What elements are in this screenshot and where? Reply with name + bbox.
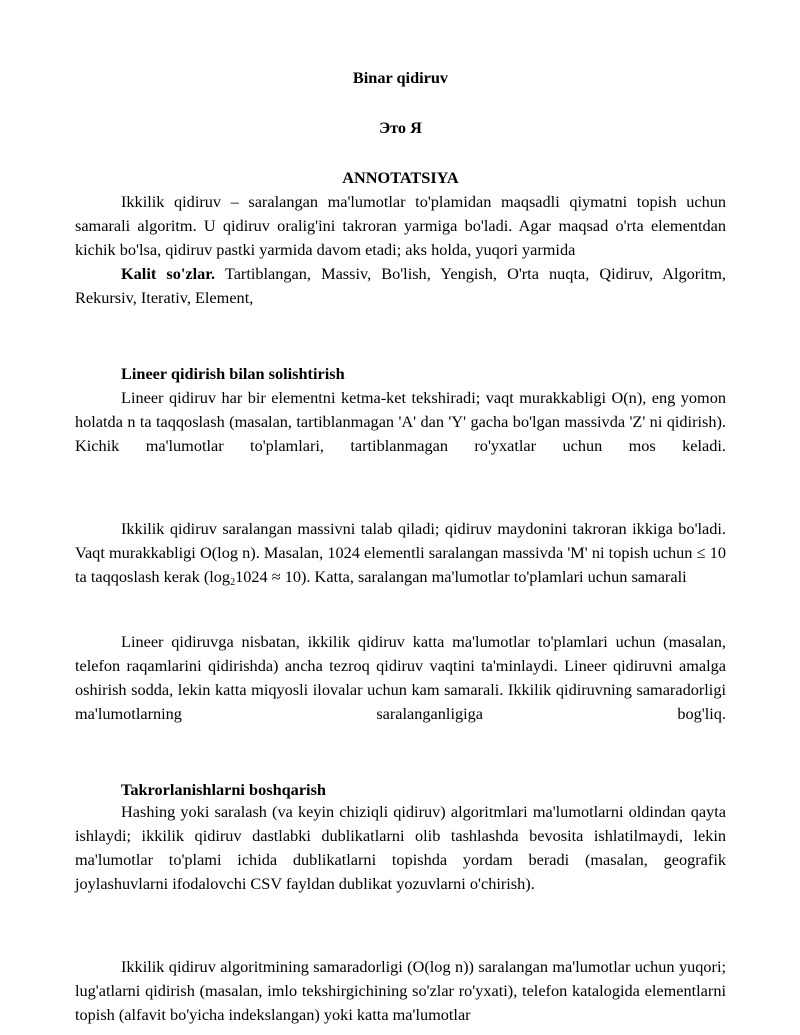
paragraph-duplicates: Hashing yoki saralash (va keyin chiziqli qidiruv) algoritmlari ma'lumotlarni oldindan qayta ishlaydi; ikkilik qidiruv dastlabki dublikatlarni olib tashlashda bevosita ishlatilmaydi, lekin ma'lumotlar to'plami ichida dublikatlarni topishda yordam beradi (masalan, geografik joylashuvlarni ifodalovchi CSV fayldan dublikat yozuvlarni o'chirish).	[75, 802, 726, 893]
keywords-text: Tartiblangan, Massiv, Bo'lish, Yengish, O'rta nuqta, Qidiruv, Algoritm, Rekursiv, Iterativ, Element,	[75, 264, 726, 307]
annotation-heading: ANNOTATSIYA	[342, 168, 459, 187]
document-title: Binar qidiruv	[352, 68, 449, 87]
binary-text-before: Ikkilik qidiruv saralangan massivni talab qiladi; qidiruv maydonini takroran ikkiga bo'ladi. Vaqt murakkabligi O(log n). Masalan, 1024 elementli saralangan massivda 'M' ni topish uchun ≤ 10 ta taqqoslash kerak (log	[75, 519, 726, 586]
paragraph-comparison-summary: Lineer qidiruvga nisbatan, ikkilik qidiruv katta ma'lumotlar to'plamlari uchun (masalan, telefon raqamlarini qidirishda) ancha tezroq qidiruv vaqtini ta'minlaydi. Lineer qidiruvni amalga oshirish sodda, lekin katta miqyosli ilovalar uchun kam samarali. Ikkilik qidiruvning samaradorligi ma'lumotlarning saralanganligiga bog'liq.	[75, 632, 726, 723]
paragraph-efficiency: Ikkilik qidiruv algoritmining samaradorligi (O(log n)) saralangan ma'lumotlar uchun yuqori; lug'atlarni qidirish (masalan, imlo tekshirgichining so'zlar ro'yxati), telefon katalogida elementlarni topish (alfavit bo'yicha indekslangan) yoki katta ma'lumotlar	[75, 957, 726, 1024]
binary-text-after: 1024 ≈ 10). Katta, saralangan ma'lumotlar to'plamlari uchun samarali	[235, 567, 687, 586]
annotation-paragraph: Ikkilik qidiruv – saralangan ma'lumotlar to'plamidan maqsadli qiymatni topish uchun samarali algoritm. U qidiruv oralig'ini takroran yarmiga bo'ladi. Agar maqsad o'rta elementdan kichik bo'lsa, qidiruv pastki yarmida davom etadi; aks holda, yuqori yarmida	[75, 192, 726, 259]
section-heading-comparison: Lineer qidirish bilan solishtirish	[121, 364, 345, 383]
paragraph-binary-search	[75, 517, 726, 589]
keywords-paragraph	[75, 262, 726, 310]
keywords-label: Kalit so'zlar.	[121, 264, 216, 283]
paragraph-linear-search: Lineer qidiruv har bir elementni ketma-ket tekshiradi; vaqt murakkabligi O(n), eng yomon holatda n ta taqqoslash (masalan, tartiblanmagan 'A' dan 'Y' gacha bo'lgan massivda 'Z' ni qidirish). Kichik ma'lumotlar to'plamlari, tartiblanmagan ro'yxatlar uchun mos keladi.	[75, 388, 726, 455]
author-name: Это Я	[379, 118, 422, 137]
log-subscript: 2	[230, 577, 236, 588]
section-heading-duplicates: Takrorlanishlarni boshqarish	[121, 780, 326, 799]
